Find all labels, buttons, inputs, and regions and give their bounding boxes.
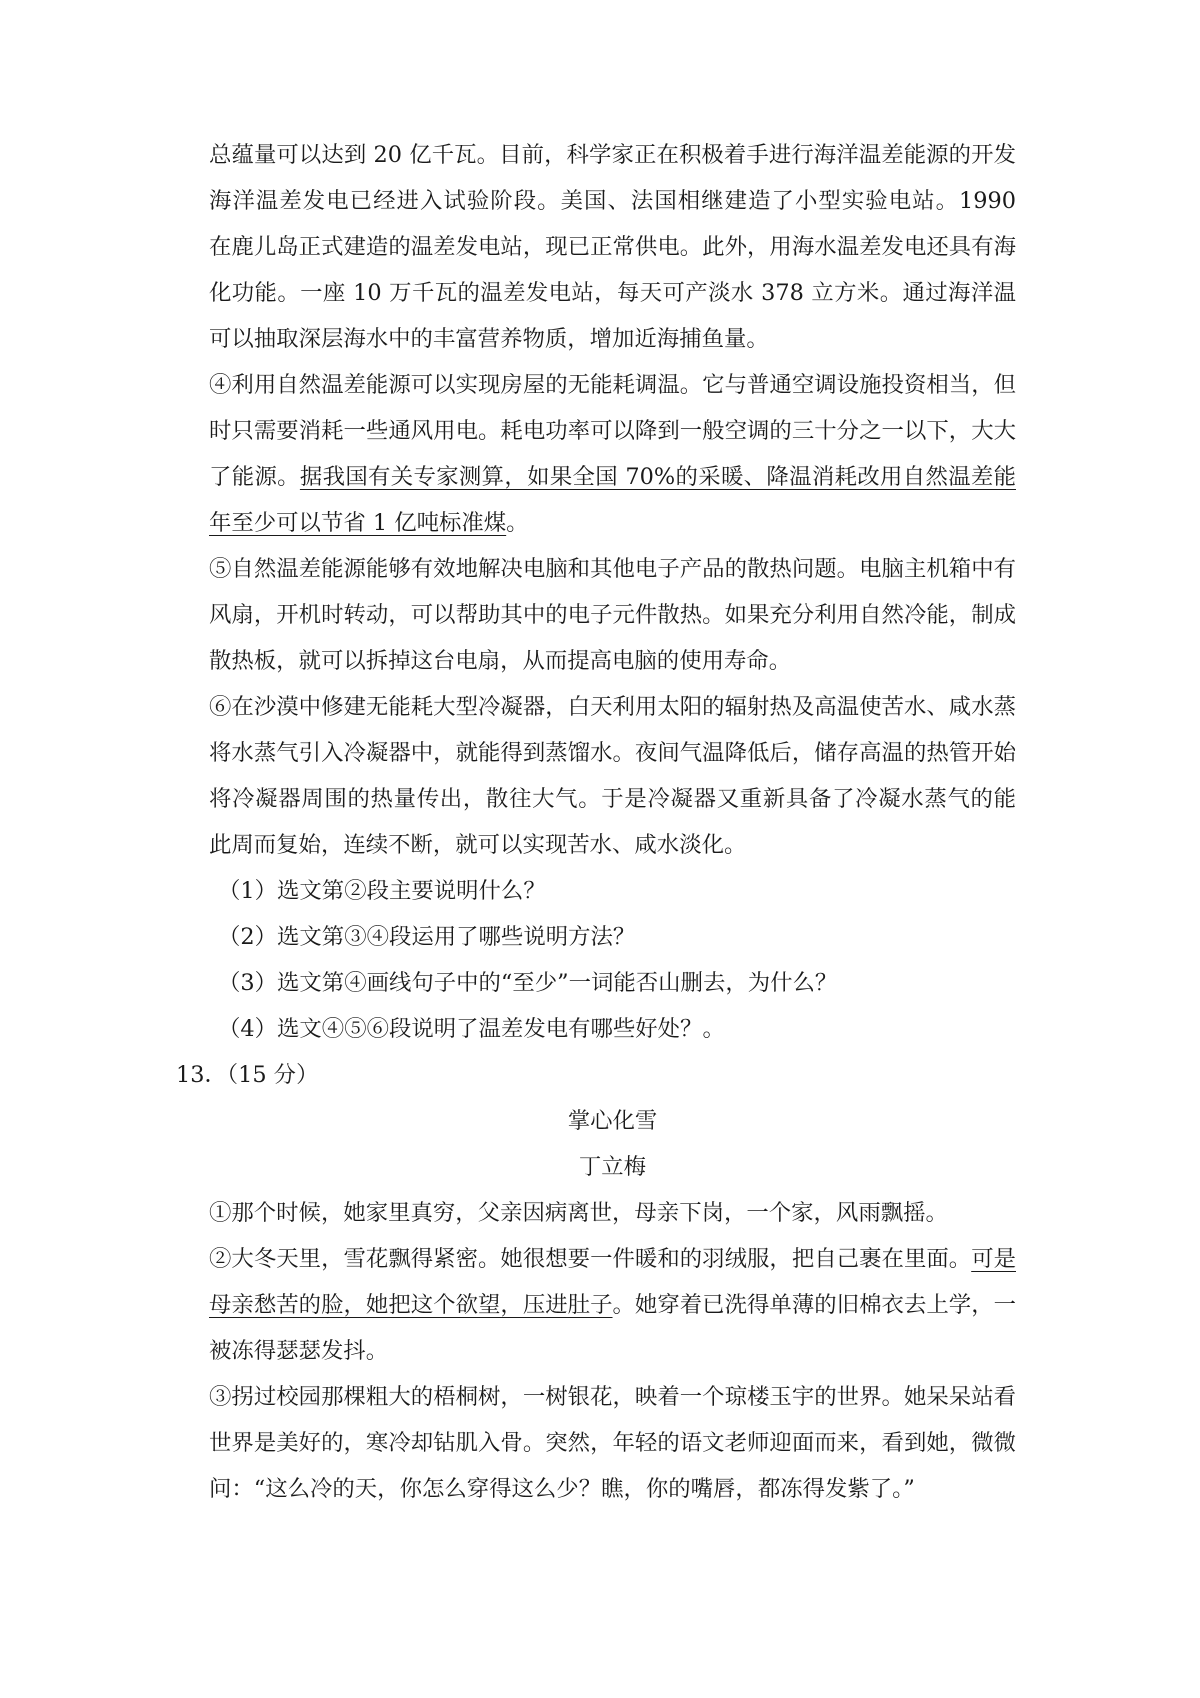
underlined-sentence: 母亲愁苦的脸，她把这个欲望，压进肚子 — [209, 1292, 613, 1318]
passage-line-mixed — [209, 1243, 1016, 1275]
passage-line: 将冷凝器周围的热量传出，散往大气。于是冷凝器又重新具备了冷凝水蒸气的能 — [209, 786, 1016, 812]
plain-text: 。 — [506, 510, 529, 536]
sub-question: （3）选文第④画线句子中的“至少”一词能否山删去，为什么？ — [218, 970, 838, 996]
passage-line: 海洋温差发电已经进入试验阶段。美国、法国相继建造了小型实验电站。1990 — [209, 188, 1016, 214]
passage-line: 风扇，开机时转动，可以帮助其中的电子元件散热。如果充分利用自然冷能，制成 — [209, 602, 1016, 628]
passage-line: 时只需要消耗一些通风用电。耗电功率可以降到一般空调的三十分之一以下，大大 — [209, 418, 1016, 444]
passage-line: ③拐过校园那棵粗大的梧桐树，一树银花，映着一个琼楼玉宇的世界。她呆呆站看 — [209, 1384, 1016, 1410]
plain-text: ②大冬天里，雪花飘得紧密。她很想要一件暖和的羽绒服，把自己裹在里面。 — [209, 1246, 972, 1272]
question-number: 13．（15 分） — [176, 1062, 319, 1088]
passage-line: 化功能。一座 10 万千瓦的温差发电站，每天可产淡水 378 立方米。通过海洋温 — [209, 280, 1016, 306]
passage-line: ⑥在沙漠中修建无能耗大型冷凝器，白天利用太阳的辐射热及高温使苦水、咸水蒸 — [209, 694, 1016, 720]
passage-line: 散热板，就可以拆掉这台电扇，从而提高电脑的使用寿命。 — [209, 648, 792, 674]
passage-line: 世界是美好的，寒冷却钻肌入骨。突然，年轻的语文老师迎面而来，看到她，微微 — [209, 1430, 1016, 1456]
passage-line: ④利用自然温差能源可以实现房屋的无能耗调温。它与普通空调设施投资相当，但 — [209, 372, 1016, 398]
plain-text: 。她穿着已洗得单薄的旧棉衣去上学，一 — [612, 1292, 1016, 1318]
underlined-sentence: 据我国有关专家测算，如果全国 70%的采暖、降温消耗改用自然温差能 — [299, 464, 1016, 490]
underlined-sentence: 可是 — [971, 1246, 1016, 1272]
passage-line: ①那个时候，她家里真穷，父亲因病离世，母亲下岗，一个家，风雨飘摇。 — [209, 1200, 948, 1226]
passage-line: 可以抽取深层海水中的丰富营养物质，增加近海捕鱼量。 — [209, 326, 769, 352]
passage-title: 掌心化雪 — [567, 1108, 658, 1134]
passage-author: 丁立梅 — [578, 1154, 647, 1180]
passage-line-mixed — [209, 1289, 1016, 1321]
passage-line: 此周而复始，连续不断，就可以实现苦水、咸水淡化。 — [209, 832, 747, 858]
sub-question: （1）选文第②段主要说明什么？ — [218, 878, 546, 904]
passage-line: 将水蒸气引入冷凝器中，就能得到蒸馏水。夜间气温降低后，储存高温的热管开始 — [209, 740, 1016, 766]
sub-question: （2）选文第③④段运用了哪些说明方法？ — [218, 924, 636, 950]
passage-line: 被冻得瑟瑟发抖。 — [209, 1338, 389, 1364]
passage-line: 问：“这么冷的天，你怎么穿得这么少？瞧，你的嘴唇，都冻得发紫了。” — [209, 1476, 915, 1502]
passage-line: 在鹿儿岛正式建造的温差发电站，现已正常供电。此外，用海水温差发电还具有海 — [209, 234, 1016, 260]
plain-text: 了能源。 — [209, 464, 300, 490]
underlined-sentence: 年至少可以节省 1 亿吨标准煤 — [209, 510, 507, 536]
sub-question: （4）选文④⑤⑥段说明了温差发电有哪些好处？。 — [218, 1016, 725, 1042]
passage-line: ⑤自然温差能源能够有效地解决电脑和其他电子产品的散热问题。电脑主机箱中有 — [209, 556, 1016, 582]
passage-line-mixed — [209, 461, 1016, 493]
passage-line-mixed — [209, 507, 1016, 539]
passage-line: 总蕴量可以达到 20 亿千瓦。目前，科学家正在积极着手进行海洋温差能源的开发 — [209, 142, 1016, 168]
